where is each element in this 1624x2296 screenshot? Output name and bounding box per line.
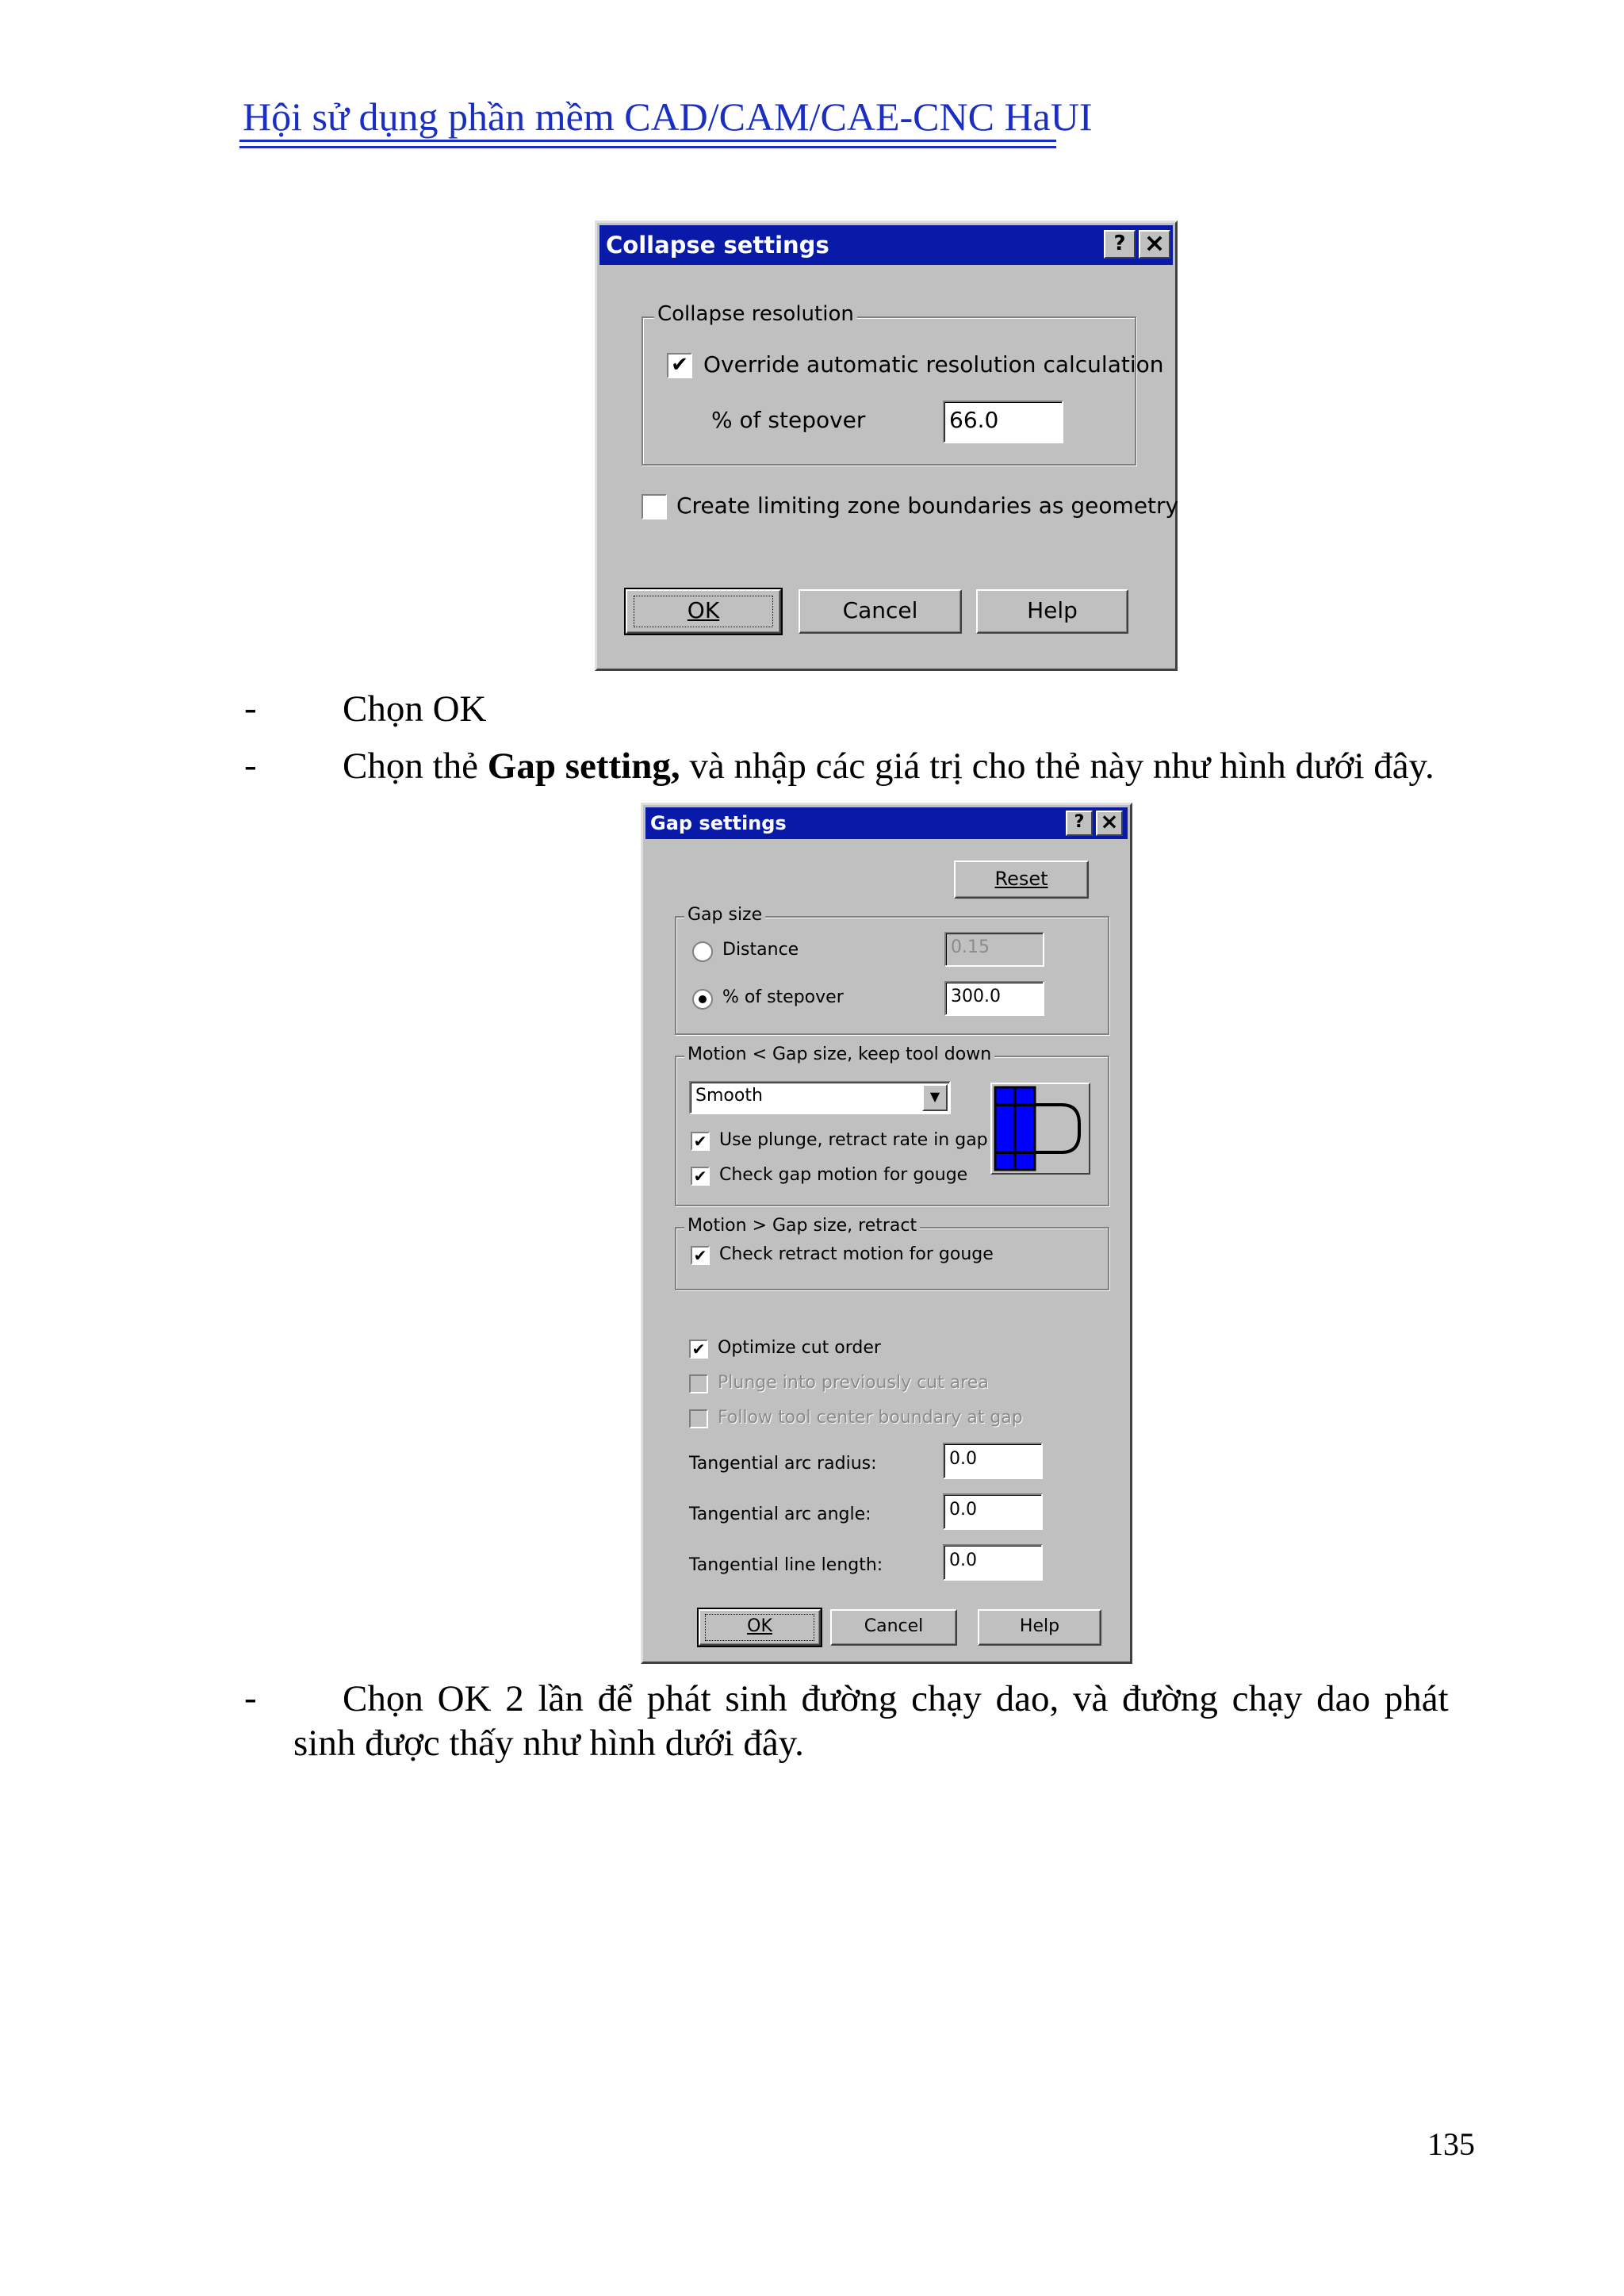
collapse-resolution-legend: Collapse resolution <box>654 302 857 326</box>
use-plunge-label: Use plunge, retract rate in gap <box>719 1130 988 1150</box>
follow-center-checkbox[interactable] <box>689 1409 708 1428</box>
text-line-2-pre: Chọn thẻ <box>343 746 488 787</box>
plunge-prev-checkbox[interactable] <box>689 1374 708 1393</box>
override-checkbox[interactable]: ✔ <box>667 353 692 378</box>
motion-retract-legend: Motion > Gap size, retract <box>684 1216 920 1236</box>
gap-stepover-input[interactable]: 300.0 <box>944 981 1044 1016</box>
motion-select[interactable] <box>689 1081 951 1114</box>
check-retract-checkbox[interactable]: ✔ <box>691 1246 710 1265</box>
arc-radius-input[interactable]: 0.0 <box>943 1443 1043 1479</box>
stepover-label: % of stepover <box>711 407 866 433</box>
stepover-input[interactable]: 66.0 <box>943 401 1063 443</box>
cancel-button[interactable] <box>799 589 962 634</box>
limiting-label: Create limiting zone boundaries as geometry <box>676 493 1179 519</box>
reset-button[interactable] <box>954 861 1089 899</box>
cancel-button-label: Cancel <box>842 597 918 623</box>
motion-keep-down-group <box>675 1045 1109 1206</box>
help-button-label: Help <box>1027 597 1078 623</box>
collapse-resolution-group <box>642 302 1164 466</box>
help-icon[interactable]: ? <box>1066 811 1093 836</box>
collapse-dialog-titlebar <box>599 225 1173 265</box>
page-number: 135 <box>1427 2126 1475 2162</box>
close-icon[interactable]: × <box>1139 230 1170 259</box>
help-button[interactable] <box>976 589 1128 634</box>
gap-dialog-title: Gap settings <box>650 812 787 834</box>
chevron-down-icon[interactable]: ▼ <box>922 1084 948 1111</box>
optimize-checkbox[interactable]: ✔ <box>689 1340 708 1359</box>
text-line-2-bold: Gap setting, <box>487 746 680 787</box>
page-header: Hội sử dụng phần mềm CAD/CAM/CAE-CNC HaUI <box>243 94 1093 139</box>
gap-preview-graphic <box>992 1084 1089 1173</box>
arc-angle-label: Tangential arc angle: <box>689 1504 871 1524</box>
bullet-1: - <box>244 688 257 729</box>
reset-button-label: Reset <box>994 868 1048 890</box>
distance-input[interactable]: 0.15 <box>944 932 1044 967</box>
gap-dialog-titlebar <box>645 807 1128 839</box>
gap-stepover-label: % of stepover <box>722 987 844 1007</box>
check-gap-label: Check gap motion for gouge <box>719 1165 968 1185</box>
gap-help-button[interactable] <box>978 1609 1101 1646</box>
distance-radio[interactable] <box>692 941 713 962</box>
arc-angle-input[interactable]: 0.0 <box>943 1493 1043 1530</box>
gap-settings-dialog <box>641 803 1132 1664</box>
gap-ok-button[interactable] <box>699 1609 821 1646</box>
plunge-prev-label: Plunge into previously cut area <box>718 1373 989 1393</box>
text-line-2 <box>343 744 1434 788</box>
text-line-1: Chọn OK <box>343 688 487 730</box>
header-rule-top <box>239 140 1056 142</box>
bullet-2: - <box>244 745 257 786</box>
stepover-radio[interactable] <box>692 989 713 1010</box>
gap-size-group <box>675 905 1109 1035</box>
follow-center-label: Follow tool center boundary at gap <box>718 1408 1023 1428</box>
override-label: Override automatic resolution calculation <box>703 351 1164 378</box>
motion-retract-group <box>675 1216 1109 1290</box>
help-icon[interactable]: ? <box>1104 230 1136 259</box>
motion-select-value: Smooth <box>695 1086 763 1106</box>
line-length-label: Tangential line length: <box>689 1555 883 1575</box>
text-line-3b: sinh được thấy như hình dưới đây. <box>293 1723 804 1764</box>
limiting-checkbox[interactable] <box>642 494 667 519</box>
close-icon[interactable]: × <box>1096 811 1123 836</box>
gap-motion-preview-icon <box>990 1083 1090 1175</box>
check-retract-label: Check retract motion for gouge <box>719 1244 994 1264</box>
gap-help-button-label: Help <box>1019 1616 1060 1636</box>
collapse-dialog-title: Collapse settings <box>606 232 829 259</box>
collapse-settings-dialog <box>595 220 1178 671</box>
distance-label: Distance <box>722 940 799 960</box>
use-plunge-checkbox[interactable]: ✔ <box>691 1132 710 1151</box>
bullet-3: - <box>244 1677 257 1719</box>
ok-button[interactable] <box>626 589 781 634</box>
header-rule-bottom <box>239 146 1056 148</box>
line-length-input[interactable]: 0.0 <box>943 1544 1043 1581</box>
text-line-3a: Chọn OK 2 lần để phát sinh đường chạy dao, và đường chạy dao phát <box>343 1678 1449 1719</box>
gap-cancel-button-label: Cancel <box>864 1616 924 1636</box>
text-line-2-post: và nhập các giá trị cho thẻ này như hình dưới đây. <box>680 746 1434 787</box>
arc-radius-label: Tangential arc radius: <box>689 1454 877 1474</box>
gap-cancel-button[interactable] <box>830 1609 957 1646</box>
gap-size-legend: Gap size <box>684 905 765 925</box>
optimize-label: Optimize cut order <box>718 1338 881 1358</box>
ok-button-label: OK <box>687 597 720 623</box>
gap-ok-button-label: OK <box>747 1616 772 1636</box>
check-gap-checkbox[interactable]: ✔ <box>691 1167 710 1186</box>
motion-keep-down-legend: Motion < Gap size, keep tool down <box>684 1045 994 1064</box>
